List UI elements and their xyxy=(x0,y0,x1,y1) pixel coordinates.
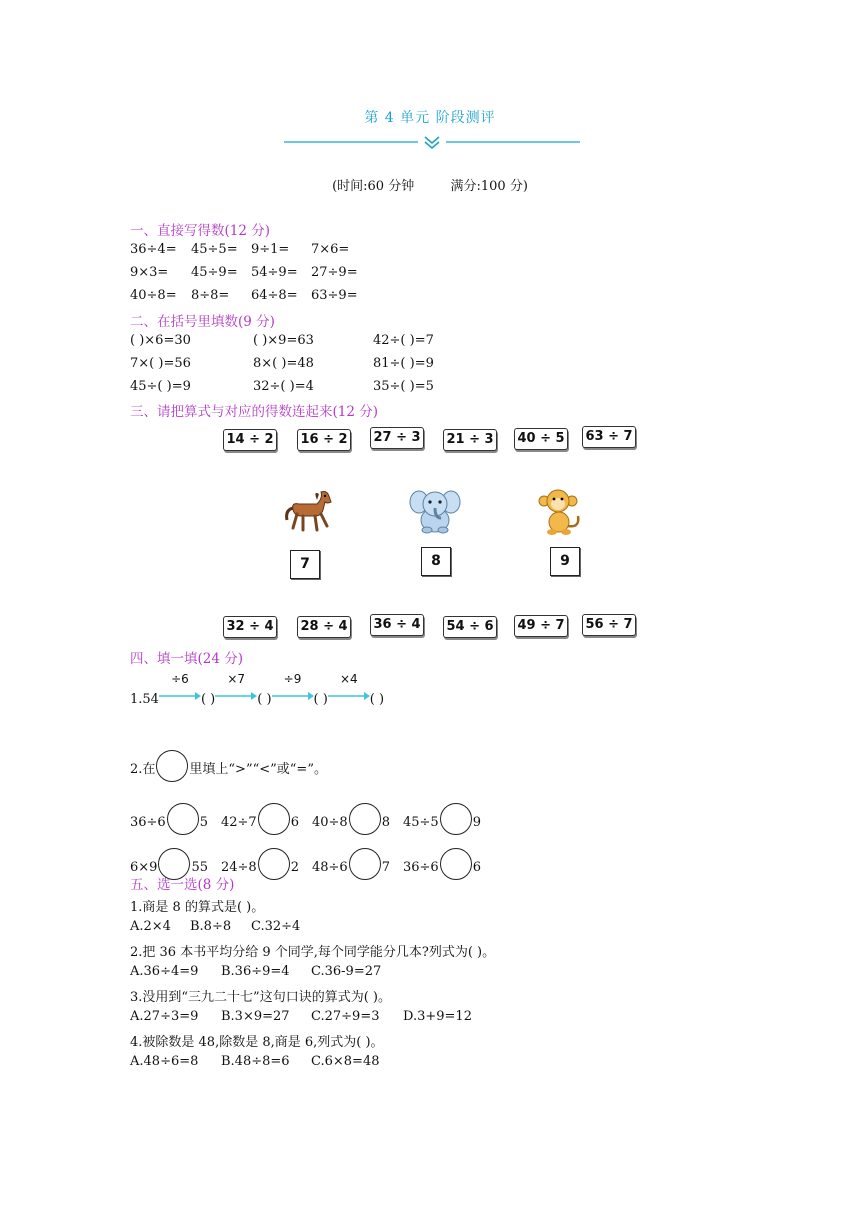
compare-left: 42÷7 xyxy=(221,815,257,830)
compare-instruction xyxy=(130,750,327,782)
chain-arrow-3 xyxy=(272,672,314,703)
page-title: 第 4 单元 阶段测评 xyxy=(364,110,496,126)
compare-left: 48÷6 xyxy=(312,860,348,875)
fill-blank-item: 81÷( )=9 xyxy=(373,356,434,371)
fill-blank-item: 7×( )=56 xyxy=(130,356,191,371)
section2-heading: 二、在括号里填数(9 分) xyxy=(130,314,275,330)
compare-circle[interactable] xyxy=(440,848,472,880)
compare-right: 6 xyxy=(472,860,481,875)
compare-item xyxy=(312,848,390,880)
compare-right: 7 xyxy=(381,860,390,875)
compare-prefix: 2.在 xyxy=(130,762,156,777)
compare-right: 5 xyxy=(199,815,208,830)
compare-right: 9 xyxy=(472,815,481,830)
expression-box[interactable]: 63 ÷ 7 xyxy=(582,426,636,448)
chain-question xyxy=(130,672,385,707)
choice-option[interactable]: B.36÷9=4 xyxy=(221,964,290,979)
exam-meta xyxy=(0,175,860,194)
compare-item xyxy=(403,803,481,835)
answer-box-8: 8 xyxy=(421,547,451,576)
compare-circle[interactable] xyxy=(258,848,290,880)
compare-left: 24÷8 xyxy=(221,860,257,875)
choice-option[interactable]: B.48÷8=6 xyxy=(221,1054,290,1069)
horse-icon xyxy=(283,488,335,536)
compare-right: 55 xyxy=(191,860,208,875)
fill-blank-item: 42÷( )=7 xyxy=(373,333,434,348)
fill-blank-item: 35÷( )=5 xyxy=(373,379,434,394)
choice-option[interactable]: A.36÷4=9 xyxy=(130,964,199,979)
expression-box[interactable]: 21 ÷ 3 xyxy=(443,429,497,451)
answer-box-9: 9 xyxy=(550,547,580,576)
compare-left: 6×9 xyxy=(130,860,158,875)
fill-blank-item: 32÷( )=4 xyxy=(253,379,314,394)
arithmetic-item: 9×3= xyxy=(130,265,169,280)
section1-heading: 一、直接写得数(12 分) xyxy=(130,223,271,239)
compare-circle[interactable] xyxy=(349,803,381,835)
arithmetic-item: 9÷1= xyxy=(251,242,290,257)
elephant-icon xyxy=(409,486,461,536)
double-chevron-down-icon xyxy=(425,137,439,148)
compare-item xyxy=(130,803,208,835)
compare-item xyxy=(221,803,299,835)
choice-option[interactable]: B.8÷8 xyxy=(190,919,232,934)
choice-option[interactable]: B.3×9=27 xyxy=(221,1009,290,1024)
choice-question: 2.把 36 本书平均分给 9 个同学,每个同学能分几本?列式为( )。 xyxy=(130,945,496,960)
answer-box-7: 7 xyxy=(290,550,320,579)
choice-option[interactable]: C.27÷9=3 xyxy=(311,1009,380,1024)
chain-start: 1.54 xyxy=(130,692,159,707)
chain-blank[interactable]: ( ) xyxy=(257,692,272,707)
arithmetic-item: 7×6= xyxy=(311,242,350,257)
compare-left: 36÷6 xyxy=(130,815,166,830)
compare-left: 45÷5 xyxy=(403,815,439,830)
chain-arrow-4 xyxy=(328,672,370,703)
fill-blank-item: 8×( )=48 xyxy=(253,356,314,371)
compare-left: 36÷6 xyxy=(403,860,439,875)
chain-op: ÷9 xyxy=(283,672,302,686)
compare-circle[interactable] xyxy=(167,803,199,835)
choice-option[interactable]: A.48÷6=8 xyxy=(130,1054,199,1069)
arithmetic-item: 36÷4= xyxy=(130,242,177,257)
arithmetic-item: 40÷8= xyxy=(130,288,177,303)
compare-item xyxy=(312,803,390,835)
expression-box[interactable]: 40 ÷ 5 xyxy=(514,428,568,450)
compare-circle[interactable] xyxy=(258,803,290,835)
chain-blank[interactable]: ( ) xyxy=(313,692,328,707)
arithmetic-item: 45÷5= xyxy=(191,242,238,257)
expression-box[interactable]: 27 ÷ 3 xyxy=(370,427,424,449)
fill-blank-item: ( )×6=30 xyxy=(130,333,191,348)
compare-circle[interactable] xyxy=(440,803,472,835)
choice-option[interactable]: A.27÷3=9 xyxy=(130,1009,199,1024)
chain-op: ×4 xyxy=(339,672,358,686)
expression-box[interactable]: 54 ÷ 6 xyxy=(443,616,497,638)
section4-heading: 四、填一填(24 分) xyxy=(130,651,244,667)
arithmetic-item: 27÷9= xyxy=(311,265,358,280)
choice-question: 3.没用到“三九二十七”这句口诀的算式为( )。 xyxy=(130,990,391,1005)
choice-question: 4.被除数是 48,除数是 8,商是 6,列式为( )。 xyxy=(130,1035,384,1050)
compare-circle-sample xyxy=(156,750,188,782)
compare-right: 2 xyxy=(290,860,299,875)
expression-box[interactable]: 28 ÷ 4 xyxy=(297,616,351,638)
compare-suffix: 里填上“>”“<”或“=”。 xyxy=(189,762,327,777)
chain-blank[interactable]: ( ) xyxy=(369,692,385,707)
arithmetic-item: 8÷8= xyxy=(191,288,230,303)
choice-option[interactable]: A.2×4 xyxy=(130,919,171,934)
chain-op: ×7 xyxy=(227,672,246,686)
choice-option[interactable]: D.3+9=12 xyxy=(403,1009,472,1024)
compare-item xyxy=(403,848,481,880)
choice-option[interactable]: C.36-9=27 xyxy=(311,964,382,979)
chain-arrow-2 xyxy=(215,672,257,703)
score-label: 满分:100 分) xyxy=(450,179,528,194)
monkey-icon xyxy=(538,488,584,536)
fill-blank-item: ( )×9=63 xyxy=(253,333,314,348)
choice-option[interactable]: C.32÷4 xyxy=(251,919,301,934)
compare-left: 40÷8 xyxy=(312,815,348,830)
compare-circle[interactable] xyxy=(349,848,381,880)
expression-box[interactable]: 36 ÷ 4 xyxy=(370,614,424,636)
section5-heading: 五、选一选(8 分) xyxy=(130,877,235,893)
section3-heading: 三、请把算式与对应的得数连起来(12 分) xyxy=(130,404,379,420)
choice-option[interactable]: C.6×8=48 xyxy=(311,1054,380,1069)
title-divider xyxy=(284,134,580,152)
arithmetic-item: 64÷8= xyxy=(251,288,298,303)
expression-box[interactable]: 14 ÷ 2 xyxy=(223,429,277,451)
fill-blank-item: 45÷( )=9 xyxy=(130,379,191,394)
chain-arrow-1 xyxy=(159,672,201,703)
expression-box[interactable]: 49 ÷ 7 xyxy=(514,615,568,637)
chain-op: ÷6 xyxy=(171,672,189,686)
expression-box[interactable]: 16 ÷ 2 xyxy=(297,429,351,451)
arithmetic-item: 54÷9= xyxy=(251,265,298,280)
compare-right: 6 xyxy=(290,815,299,830)
expression-box[interactable]: 32 ÷ 4 xyxy=(223,616,277,638)
choice-question: 1.商是 8 的算式是( )。 xyxy=(130,900,265,915)
compare-right: 8 xyxy=(381,815,390,830)
arithmetic-item: 45÷9= xyxy=(191,265,238,280)
time-label: (时间:60 分钟 xyxy=(332,179,415,194)
chain-blank[interactable]: ( ) xyxy=(200,692,216,707)
arithmetic-item: 63÷9= xyxy=(311,288,358,303)
expression-box[interactable]: 56 ÷ 7 xyxy=(582,614,636,636)
